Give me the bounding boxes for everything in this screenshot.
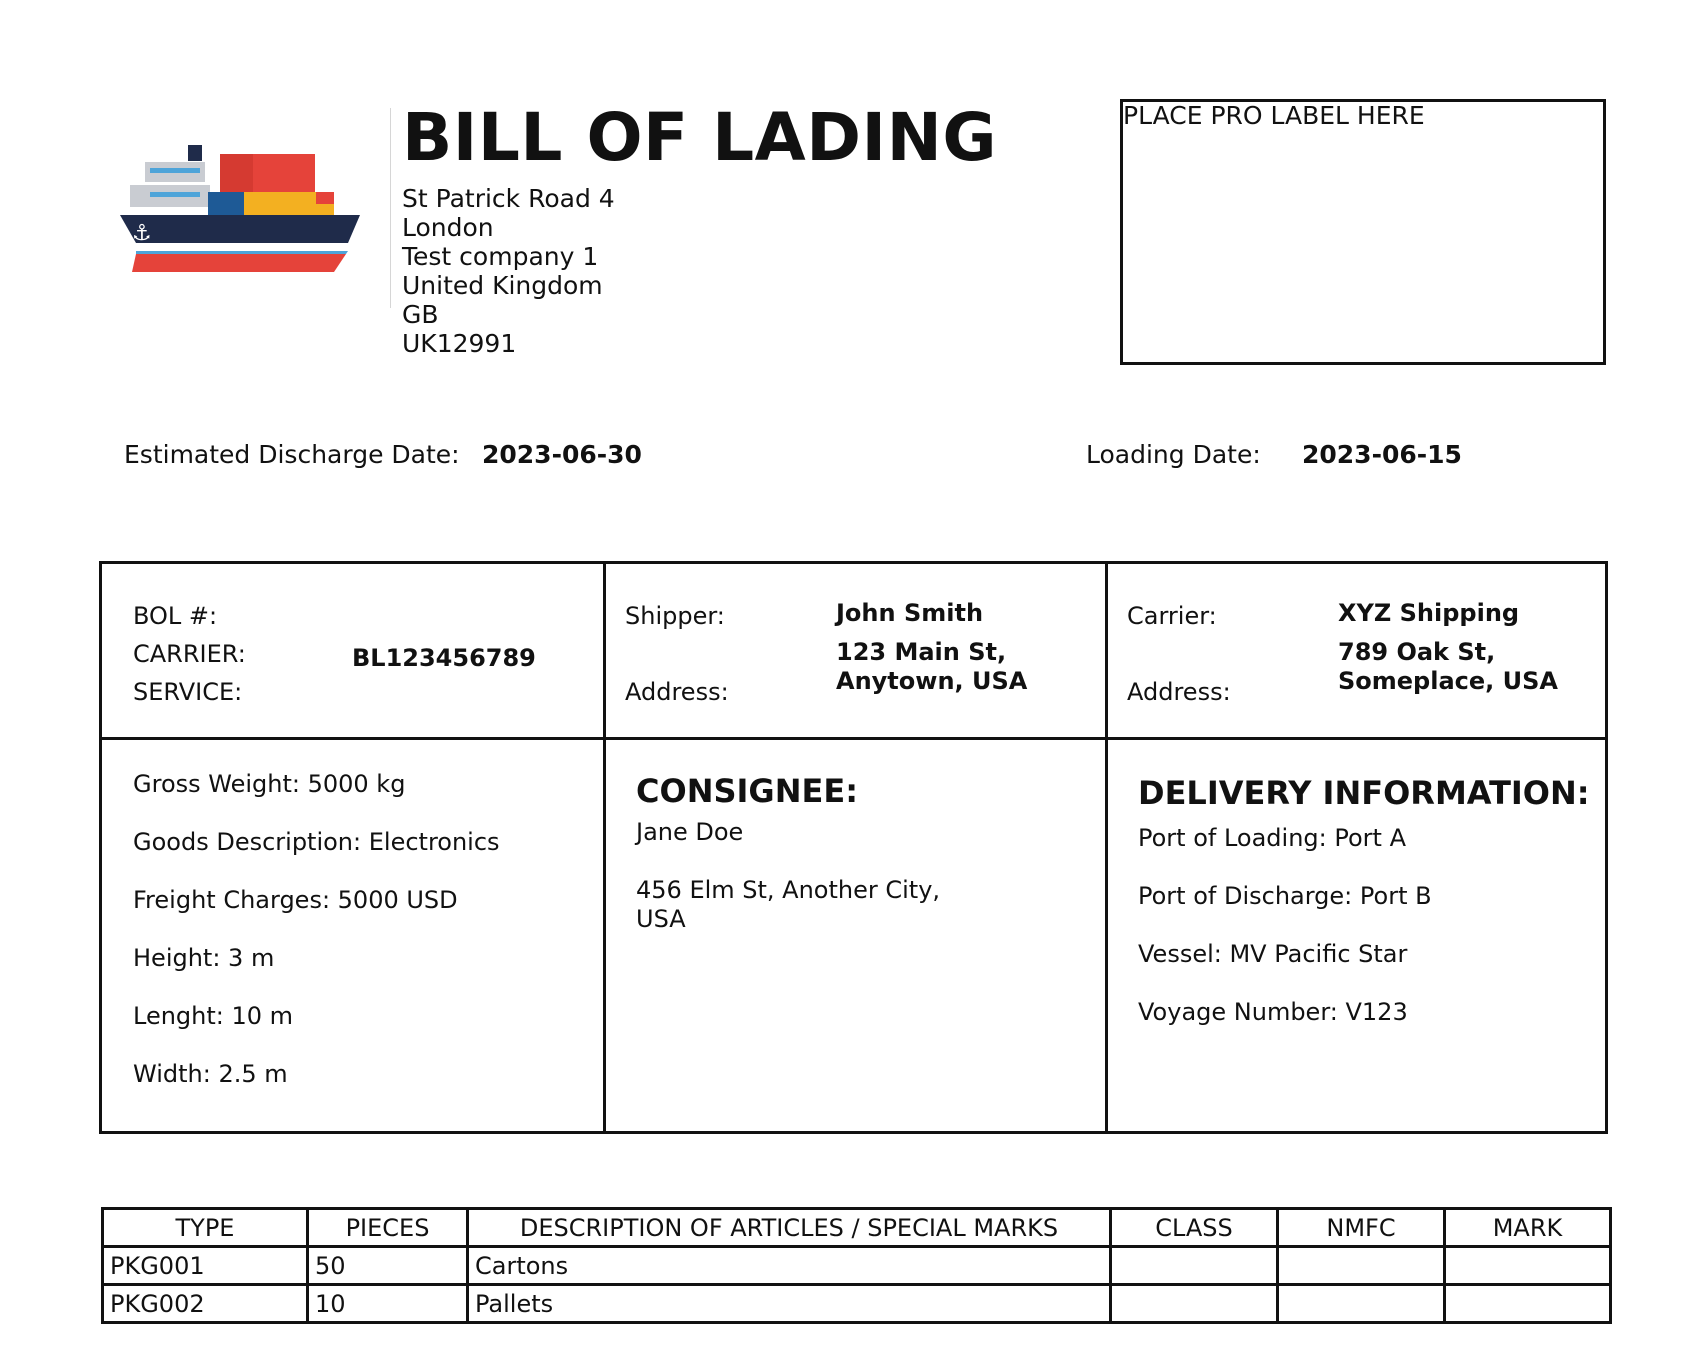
cargo-ship-icon — [120, 140, 370, 280]
gross-weight: Gross Weight: 5000 kg — [133, 770, 406, 798]
company-line: Test company 1 — [402, 242, 599, 271]
cell-description: Pallets — [468, 1285, 1111, 1323]
shipper-address-line: Anytown, USA — [836, 667, 1028, 695]
service-label: SERVICE: — [133, 678, 243, 706]
loading-date-value: 2023-06-15 — [1302, 440, 1462, 469]
consignee-address-line: USA — [636, 905, 686, 933]
goods-description: Goods Description: Electronics — [133, 828, 500, 856]
company-line: United Kingdom — [402, 271, 603, 300]
grid-divider — [1105, 564, 1108, 1131]
carrier-address-label: Address: — [1127, 678, 1231, 706]
grid-divider — [603, 564, 606, 1131]
carrier-code-label: CARRIER: — [133, 640, 246, 668]
column-header: CLASS — [1111, 1209, 1278, 1247]
freight-charges: Freight Charges: 5000 USD — [133, 886, 458, 914]
company-line: GB — [402, 300, 439, 329]
discharge-date-value: 2023-06-30 — [482, 440, 642, 469]
discharge-date-label: Estimated Discharge Date: — [124, 440, 460, 469]
column-header: TYPE — [103, 1209, 308, 1247]
cell-class — [1111, 1247, 1278, 1285]
height: Height: 3 m — [133, 944, 275, 972]
cell-type: PKG002 — [103, 1285, 308, 1323]
carrier-address-line: 789 Oak St, — [1338, 638, 1496, 666]
cell-pieces: 10 — [308, 1285, 468, 1323]
table-row — [103, 1285, 1611, 1323]
grid-divider — [102, 737, 1605, 740]
column-header: MARK — [1445, 1209, 1611, 1247]
pro-label-text: PLACE PRO LABEL HERE — [1123, 101, 1425, 130]
delivery-title: DELIVERY INFORMATION: — [1138, 774, 1590, 812]
consignee-title: CONSIGNEE: — [636, 772, 858, 810]
company-address — [402, 184, 615, 358]
cell-mark — [1445, 1285, 1611, 1323]
header-divider — [390, 108, 391, 308]
cell-type: PKG001 — [103, 1247, 308, 1285]
info-grid — [99, 561, 1608, 1134]
table-row — [103, 1247, 1611, 1285]
loading-date-label: Loading Date: — [1086, 440, 1261, 469]
cell-nmfc — [1278, 1285, 1445, 1323]
carrier-address-line: Someplace, USA — [1338, 667, 1558, 695]
pro-label-box — [1120, 99, 1606, 365]
svg-text:⚓: ⚓ — [132, 221, 152, 246]
width: Width: 2.5 m — [133, 1060, 288, 1088]
cell-pieces: 50 — [308, 1247, 468, 1285]
voyage-number: Voyage Number: V123 — [1138, 998, 1408, 1026]
port-of-loading: Port of Loading: Port A — [1138, 824, 1406, 852]
bol-number-value: BL123456789 — [352, 644, 536, 672]
document-title: BILL OF LADING — [402, 99, 998, 176]
carrier-name: XYZ Shipping — [1338, 599, 1520, 627]
company-line: UK12991 — [402, 329, 517, 358]
column-header: NMFC — [1278, 1209, 1445, 1247]
column-header: DESCRIPTION OF ARTICLES / SPECIAL MARKS — [468, 1209, 1111, 1247]
cell-mark — [1445, 1247, 1611, 1285]
consignee-address-line: 456 Elm St, Another City, — [636, 876, 941, 904]
shipper-address-label: Address: — [625, 678, 729, 706]
items-table — [101, 1207, 1612, 1324]
company-line: St Patrick Road 4 — [402, 184, 615, 213]
bol-number-label: BOL #: — [133, 602, 218, 630]
vessel: Vessel: MV Pacific Star — [1138, 940, 1408, 968]
consignee-name: Jane Doe — [636, 818, 744, 846]
table-header-row — [103, 1209, 1611, 1247]
port-of-discharge: Port of Discharge: Port B — [1138, 882, 1432, 910]
shipper-label: Shipper: — [625, 602, 725, 630]
cell-nmfc — [1278, 1247, 1445, 1285]
cell-description: Cartons — [468, 1247, 1111, 1285]
column-header: PIECES — [308, 1209, 468, 1247]
length: Lenght: 10 m — [133, 1002, 294, 1030]
carrier-label: Carrier: — [1127, 602, 1217, 630]
company-line: London — [402, 213, 494, 242]
cell-class — [1111, 1285, 1278, 1323]
shipper-name: John Smith — [836, 599, 984, 627]
shipper-address-line: 123 Main St, — [836, 638, 1007, 666]
